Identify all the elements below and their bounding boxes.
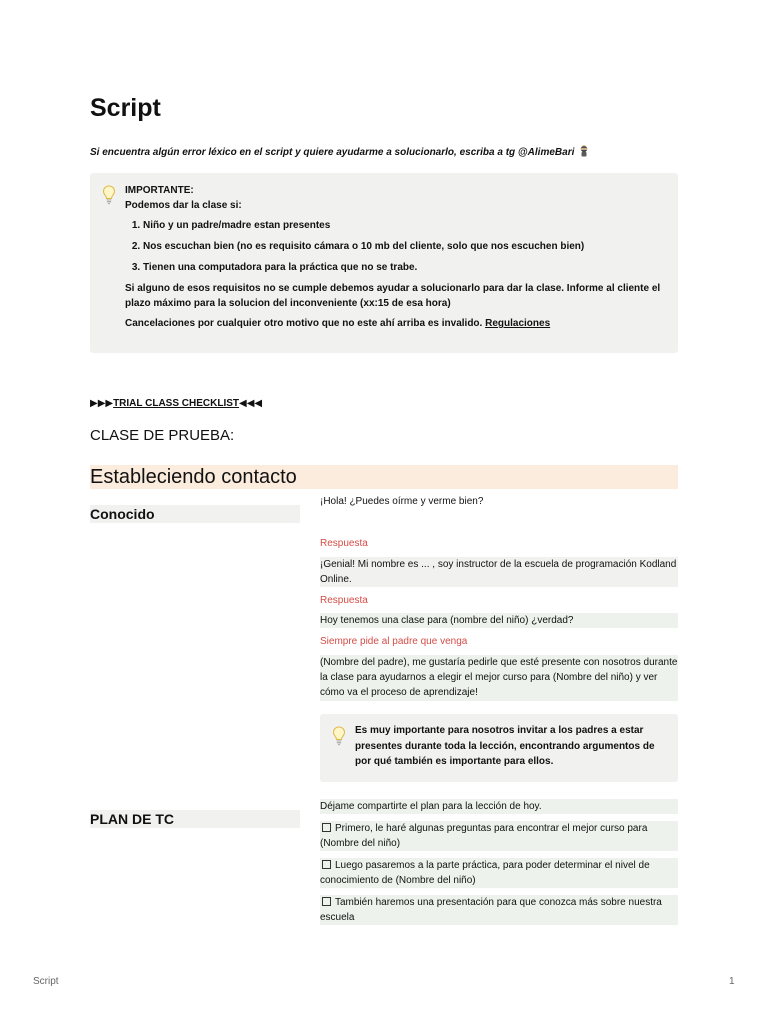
- hoy-line: Hoy tenemos una clase para (nombre del niño) ¿verdad?: [320, 613, 678, 628]
- plan-label: PLAN DE TC: [90, 810, 300, 828]
- plan-item-text: Luego pasaremos a la parte práctica, para poder determinar el nivel de conocimiento de (Nombre del niño): [320, 860, 650, 886]
- cancel-text: Cancelaciones por cualquier otro motivo que no este ahí arriba es invalido.: [125, 318, 483, 329]
- trial-class-checklist-link[interactable]: TRIAL CLASS CHECKLIST: [113, 398, 240, 409]
- lightbulb-icon: [102, 185, 116, 205]
- requirement-item: 3. Tienen una computadora para la práctica que no se trabe.: [143, 260, 665, 275]
- genial-line: ¡Genial! Mi nombre es ... , soy instructor de la escuela de programación Kodland Online.: [320, 559, 677, 585]
- checkbox[interactable]: [322, 860, 331, 869]
- important-subheading: Podemos dar la clase si:: [125, 200, 242, 211]
- padre-line: (Nombre del padre), me gustaría pedirle que esté presente con nosotros durante la clase para ayudarnos a elegir el mejor curso para (Nombre del niño) y ver cómo va el proceso de aprendizaje!: [320, 655, 678, 701]
- plan-item-text: También haremos una presentación para que conozca más sobre nuestra escuela: [320, 897, 662, 923]
- checkbox[interactable]: [322, 823, 331, 832]
- plan-item-text: Primero, le haré algunas preguntas para encontrar el mejor curso para (Nombre del niño): [320, 823, 648, 849]
- requirements-list: [125, 218, 665, 275]
- plan-item: [320, 821, 678, 851]
- page-number: 1: [729, 976, 735, 987]
- parents-note-callout: [320, 714, 678, 782]
- lightbulb-icon: [332, 726, 346, 746]
- conocido-label: Conocido: [90, 505, 300, 523]
- important-heading: IMPORTANTE:: [125, 185, 194, 196]
- regulaciones-link[interactable]: Regulaciones: [485, 318, 551, 329]
- checklist-suffix: ◀◀◀: [239, 398, 263, 409]
- plan-item: [320, 858, 678, 888]
- respuesta-label: Respuesta: [320, 595, 368, 606]
- section-title: CLASE DE PRUEBA:: [90, 427, 235, 444]
- cancel-line: [125, 316, 665, 331]
- important-body: [125, 183, 665, 336]
- requirement-item: 2. Nos escuchan bien (no es requisito cámara o 10 mb del cliente, solo que nos escuchen bien): [143, 239, 665, 254]
- contact-heading-band: [90, 465, 678, 489]
- plan-intro: Déjame compartirte el plan para la lección de hoy.: [320, 799, 678, 814]
- siempre-label: Siempre pide al padre que venga: [320, 636, 468, 647]
- important-note: Si alguno de esos requisitos no se cumple debemos ayudar a solucionarlo para dar la clase. Informe al cliente el plazo máximo para la solucion del inconveniente (xx:15 de esa hora): [125, 283, 661, 309]
- intro-message: Si encuentra algún error léxico en el script y quiere ayudarme a solucionarlo, escriba a tg @AlimeBari: [90, 147, 575, 158]
- checklist-prefix: ▶▶▶: [90, 398, 114, 409]
- respuesta-label: Respuesta: [320, 538, 368, 549]
- checkbox[interactable]: [322, 897, 331, 906]
- requirement-item: 1. Niño y un padre/madre estan presentes: [143, 218, 665, 233]
- checklist-line: [90, 398, 262, 409]
- intro-text: [90, 145, 690, 160]
- parents-note-text: Es muy importante para nosotros invitar a los padres a estar presentes durante toda la lección, encontrando argumentos de por qué también es importante para ellos.: [355, 725, 655, 767]
- ninja-emoji-icon: [579, 145, 589, 157]
- hola-line: ¡Hola! ¿Puedes oírme y verme bien?: [320, 496, 484, 507]
- contact-heading: Estableciendo contacto: [90, 466, 297, 488]
- page-title: Script: [90, 94, 161, 122]
- plan-item: [320, 895, 678, 925]
- footer-title: Script: [33, 976, 59, 987]
- important-callout: [90, 173, 678, 353]
